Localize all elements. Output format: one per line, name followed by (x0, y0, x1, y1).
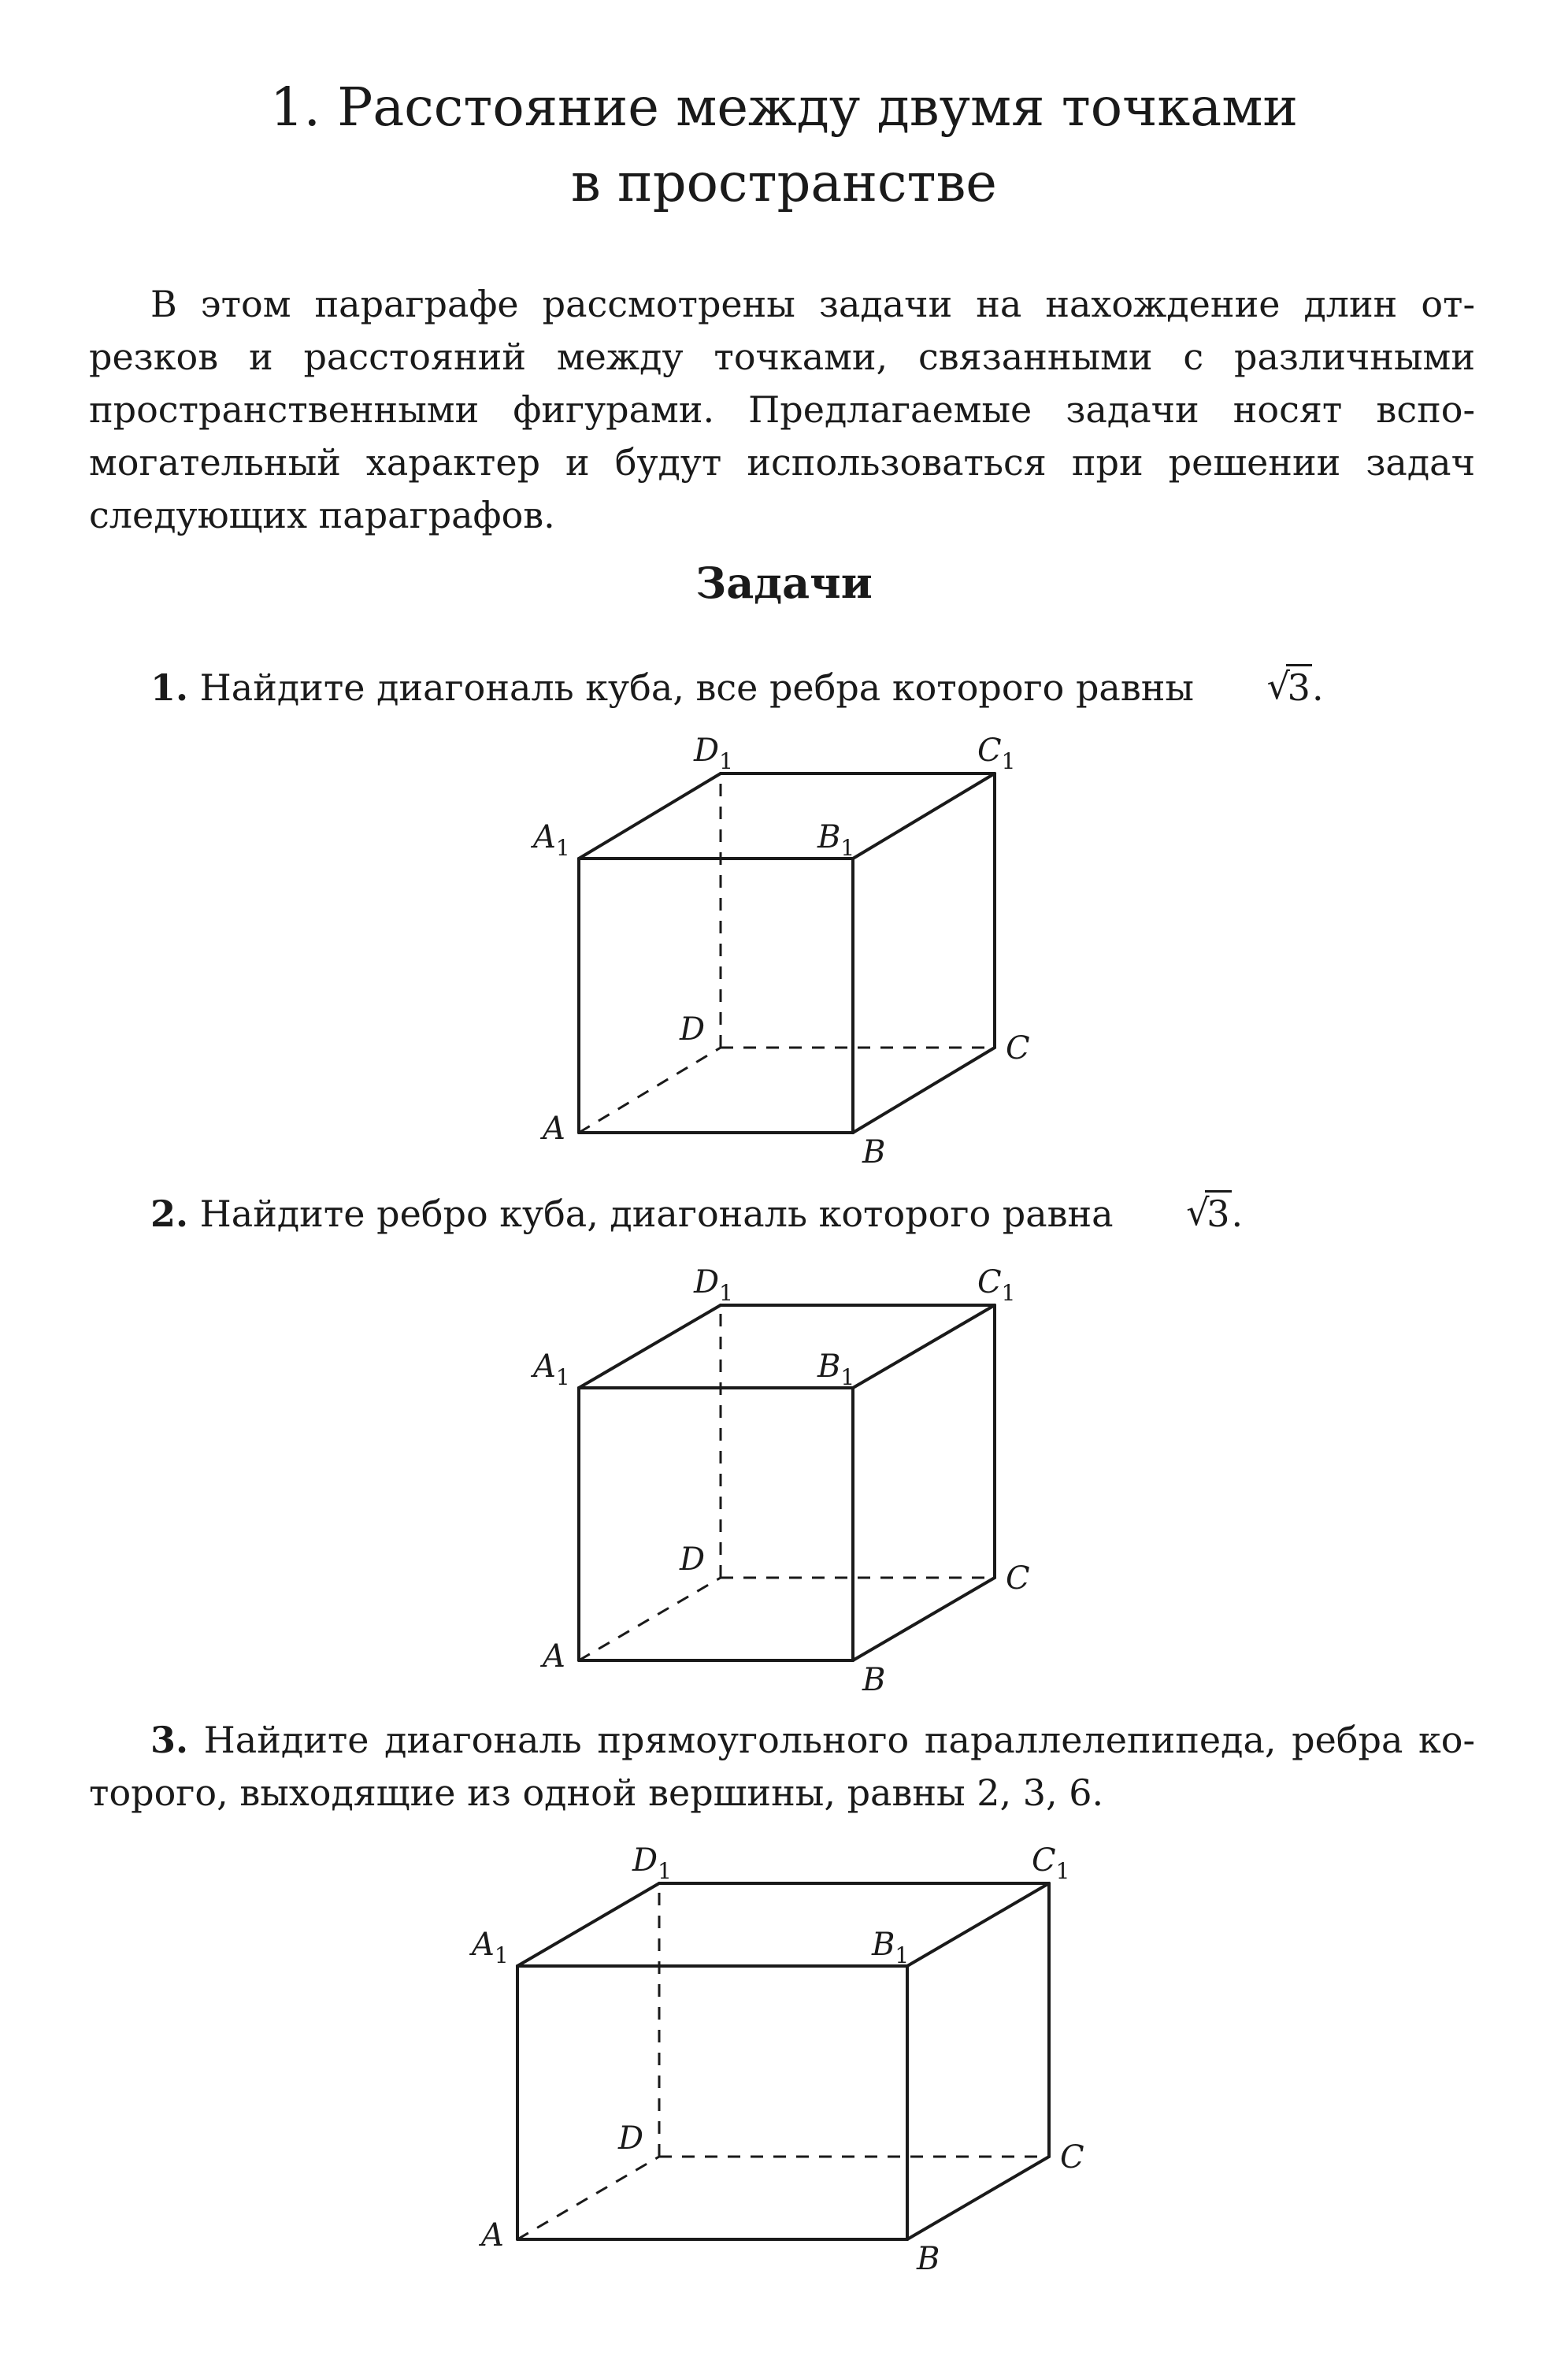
vertex-label-b1: $B_1$ (817, 1348, 855, 1390)
problem-text: Найдите диагональ прямоугольного параллелепипеда, ребра ко- (203, 1719, 1475, 1761)
edge-b1c1 (907, 1883, 1049, 1966)
problem-text: Найдите ребро куба, диагональ которого равна (199, 1193, 1125, 1235)
section-heading: Задачи (695, 558, 873, 608)
vertex-label-a1: $A_1$ (533, 1348, 570, 1390)
problem-number: 2. (150, 1193, 189, 1235)
intro-line: пространственными фигурами. Предлагаемые задачи носят вспо- (89, 388, 1475, 431)
vertex-label-a: A (543, 1111, 565, 1147)
vertex-label-c1: $C_1$ (977, 1264, 1016, 1306)
vertex-label-c1: $C_1$ (1032, 1842, 1070, 1884)
vertex-label-c: C (1006, 1030, 1030, 1067)
edge-a1d1 (579, 773, 721, 859)
intro-line: резков и расстояний между точками, связанными с различными (89, 336, 1475, 378)
vertex-label-d: D (680, 1541, 706, 1578)
cube-figure-1 (530, 733, 1030, 1170)
problem-number: 3. (150, 1719, 189, 1761)
vertex-label-a1: $A_1$ (533, 819, 570, 861)
edge-bc (907, 2157, 1049, 2239)
title-line-1: 1. Расстояние между двумя точками (270, 76, 1298, 138)
vertex-label-a: A (481, 2217, 504, 2254)
vertex-label-a: A (543, 1638, 565, 1675)
edge-a1d1 (579, 1305, 721, 1388)
hidden-edge-ad (579, 1048, 721, 1133)
radicand: 3 (1205, 1190, 1231, 1235)
radicand: 3 (1286, 664, 1312, 709)
intro-line: В этом параграфе рассмотрены задачи на нахождение длин от- (150, 283, 1475, 325)
vertex-label-b: B (862, 1662, 886, 1698)
vertex-label-b: B (917, 2241, 940, 2277)
vertex-label-a1: $A_1$ (472, 1927, 509, 1968)
intro-line: следующих параграфов. (89, 494, 555, 536)
vertex-label-b: B (862, 1134, 886, 1170)
hidden-edge-ad (517, 2157, 659, 2239)
vertex-label-c: C (1006, 1560, 1030, 1597)
intro-line: могательный характер и будут использоваться при решении задач (89, 441, 1475, 484)
vertex-label-d: D (618, 2120, 644, 2157)
edge-b1c1 (853, 1305, 995, 1388)
vertex-label-d1: $D_1$ (694, 1264, 733, 1306)
vertex-label-b1: $B_1$ (817, 819, 855, 861)
vertex-label-d1: $D_1$ (632, 1842, 672, 1884)
vertex-label-b1: $B_1$ (872, 1927, 910, 1968)
problem-text-line-2: торого, выходящие из одной вершины, равны 2, 3, 6. (89, 1771, 1104, 1814)
edge-b1c1 (853, 773, 995, 859)
vertex-label-d1: $D_1$ (694, 733, 733, 774)
edge-a1d1 (517, 1883, 659, 1966)
problem-number: 1. (150, 666, 189, 709)
problem-2: 2. Найдите ребро куба, диагональ которого равна √ 3. (89, 1188, 1475, 1241)
hidden-edge-ad (579, 1578, 721, 1660)
problem-1: 1. Найдите диагональ куба, все ребра которого равны √ 3. (89, 662, 1475, 714)
title-line-2: в пространстве (571, 152, 997, 213)
edge-bc (853, 1048, 995, 1133)
cube-figure-2 (530, 1264, 1030, 1698)
edge-bc (853, 1578, 995, 1660)
parallelepiped-figure (469, 1842, 1084, 2277)
vertex-label-c1: $C_1$ (977, 733, 1016, 774)
problem-text: Найдите диагональ куба, все ребра которого равны (199, 666, 1206, 709)
vertex-label-d: D (680, 1011, 706, 1048)
vertex-label-c: C (1060, 2139, 1084, 2176)
